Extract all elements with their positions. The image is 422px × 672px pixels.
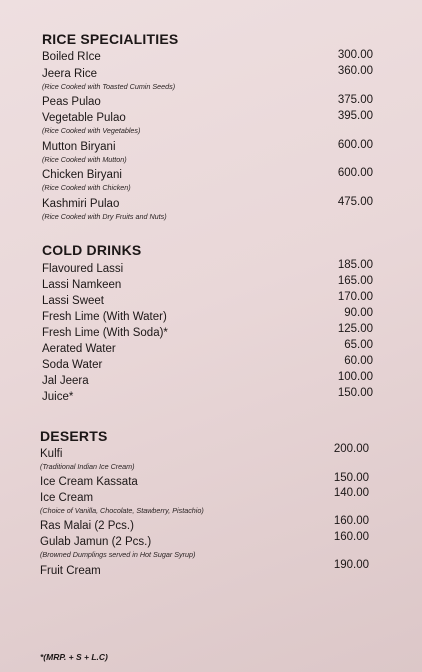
item-note: (Rice Cooked with Dry Fruits and Nuts) [42, 212, 167, 221]
item-price: 60.00 [344, 355, 373, 367]
item-note: (Rice Cooked with Vegetables) [42, 126, 141, 135]
item-price: 300.00 [337, 49, 373, 61]
item-name: Fresh Lime (With Water) [42, 311, 167, 323]
item-note: (Choice of Vanilla, Chocolate, Stawberry, Pistachio) [40, 506, 204, 515]
item-price: 375.00 [337, 94, 373, 106]
item-name: Jal Jeera [42, 375, 89, 387]
item-name: Boiled RIce [42, 51, 101, 63]
item-price: 200.00 [333, 443, 369, 455]
item-name: Ice Cream [40, 492, 94, 504]
item-note: (Rice Cooked with Toasted Cumin Seeds) [42, 82, 176, 91]
item-price: 150.00 [337, 387, 373, 399]
item-name: Ice Cream Kassata [40, 476, 138, 488]
item-note: (Traditional Indian Ice Cream) [40, 462, 135, 471]
item-name: Chicken Biryani [42, 169, 122, 181]
item-name: Vegetable Pulao [42, 112, 126, 124]
item-note: (Browned Dumplings served in Hot Sugar Syrup) [40, 550, 196, 559]
item-price: 160.00 [333, 531, 369, 543]
item-price: 475.00 [337, 196, 373, 208]
section-heading-cold-drinks: COLD DRINKS [42, 242, 142, 258]
section-heading-deserts: DESERTS [40, 428, 108, 444]
item-price: 160.00 [333, 515, 369, 527]
item-name: Lassi Namkeen [42, 279, 122, 291]
item-name: Juice* [42, 391, 74, 403]
item-price: 170.00 [337, 291, 373, 303]
item-price: 600.00 [337, 139, 373, 151]
item-price: 150.00 [333, 472, 369, 484]
item-price: 600.00 [337, 167, 373, 179]
item-price: 65.00 [344, 339, 373, 351]
item-price: 90.00 [344, 307, 373, 319]
item-name: Fruit Cream [40, 565, 101, 577]
item-name: Flavoured Lassi [42, 263, 124, 275]
item-note: (Rice Cooked with Mutton) [42, 155, 127, 164]
item-price: 165.00 [337, 275, 373, 287]
item-name: Kashmiri Pulao [42, 198, 120, 210]
item-note: (Rice Cooked with Chicken) [42, 183, 131, 192]
item-name: Ras Malai (2 Pcs.) [40, 520, 134, 532]
item-name: Kulfi [40, 448, 63, 460]
item-name: Fresh Lime (With Soda)* [42, 327, 168, 339]
section-heading-rice: RICE SPECIALITIES [42, 31, 179, 47]
item-name: Soda Water [42, 359, 103, 371]
item-price: 125.00 [337, 323, 373, 335]
item-name: Gulab Jamun (2 Pcs.) [40, 536, 152, 548]
item-price: 185.00 [337, 259, 373, 271]
item-name: Aerated Water [42, 343, 116, 355]
item-name: Mutton Biryani [42, 141, 116, 153]
item-name: Peas Pulao [42, 96, 101, 108]
item-price: 140.00 [333, 487, 369, 499]
item-price: 190.00 [333, 559, 369, 571]
item-name: Jeera Rice [42, 68, 97, 80]
footnote: *(MRP. + S + L.C) [40, 652, 108, 662]
item-name: Lassi Sweet [42, 295, 105, 307]
item-price: 360.00 [337, 65, 373, 77]
item-price: 100.00 [337, 371, 373, 383]
item-price: 395.00 [337, 110, 373, 122]
